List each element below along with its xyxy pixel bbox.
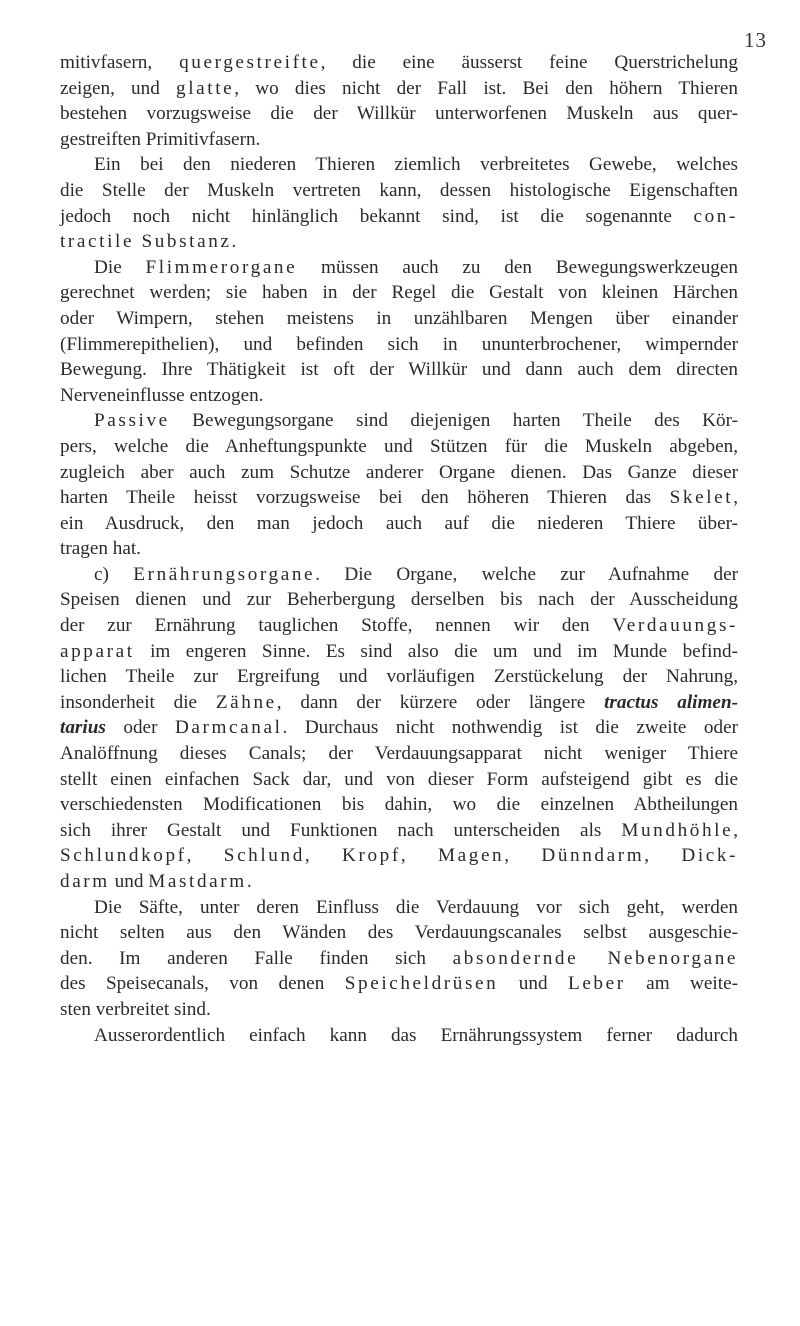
text-line (60, 50, 738, 76)
text-run: Die (94, 256, 146, 278)
body-text (60, 50, 738, 1048)
text-run: zeigen, und (60, 77, 177, 99)
text-line (60, 715, 738, 741)
text-run: . (231, 231, 237, 253)
text-run: Ausserordentlich einfach kann das Ernährungssystem ferner dadurch (94, 1024, 738, 1046)
text-line (60, 152, 738, 178)
text-run: Analöffnung dieses Canals; der Verdauungsapparat nicht weniger Thiere (60, 743, 738, 765)
spaced-term: Dünndarm (541, 845, 645, 867)
spaced-term: Magen (437, 845, 505, 867)
text-line (60, 76, 738, 102)
spaced-term: Flimmerorgane (145, 256, 298, 278)
text-line (60, 818, 738, 844)
text-run: , (644, 845, 682, 867)
text-run: , (733, 487, 738, 509)
text-run: lichen Theile zur Ergreifung und vorläufigen Zerstückelung der Nahrung, (60, 666, 738, 688)
text-line (60, 946, 738, 972)
text-line (60, 204, 738, 230)
text-run: im engeren Sinne. Es sind also die um und im Munde befind- (134, 640, 738, 662)
text-run: sten verbreitet sind. (60, 998, 211, 1020)
spaced-term: Darmcanal (174, 717, 283, 739)
text-run: , wo dies nicht der Fall ist. Bei den höhern Thieren (234, 77, 738, 99)
text-run: . Die Organe, welche zur Aufnahme der (315, 563, 738, 585)
text-line (60, 895, 738, 921)
text-line (60, 332, 738, 358)
text-line (60, 920, 738, 946)
text-run: , (504, 845, 542, 867)
latin-term: tractus alimen- (604, 691, 738, 713)
text-run: mitivfasern, (60, 52, 180, 73)
text-line (60, 178, 738, 204)
text-line (60, 997, 738, 1023)
spaced-term: absondernde Nebenorgane (452, 947, 739, 969)
text-line (60, 536, 738, 562)
text-run: , die eine äusserst feine Querstrichelung (320, 52, 738, 73)
text-line (60, 741, 738, 767)
text-run: Bewegung. Ihre Thätigkeit ist oft der Willkür und dann auch dem directen (60, 359, 738, 381)
text-run: gerechnet werden; sie haben in der Regel die Gestalt von kleinen Härchen (60, 282, 738, 304)
text-line (60, 562, 738, 588)
text-run: Speisen dienen und zur Beherbergung derselben bis nach der Ausscheidung (60, 589, 738, 611)
spaced-term: Kropf (342, 845, 401, 867)
spaced-term: Schlundkopf (60, 845, 187, 867)
text-run: ein Ausdruck, den man jedoch auch auf die niederen Thiere über- (60, 512, 738, 534)
text-run: der zur Ernährung tauglichen Stoffe, nennen wir den (60, 615, 613, 637)
text-line (60, 306, 738, 332)
text-run: stellt einen einfachen Sack dar, und von dieser Form aufsteigend gibt es die (60, 768, 738, 790)
text-run: , (400, 845, 438, 867)
text-run: und (498, 973, 568, 995)
text-line (60, 587, 738, 613)
text-line (60, 460, 738, 486)
text-run: insonderheit die (60, 691, 216, 713)
text-line (60, 434, 738, 460)
spaced-term: Zähne (215, 691, 277, 713)
text-run: c) (94, 563, 134, 585)
spaced-term: Passive (94, 410, 170, 432)
spaced-term: tractile Substanz (60, 231, 232, 253)
text-line (60, 408, 738, 434)
text-line (60, 127, 738, 153)
text-run: und (109, 871, 149, 892)
text-run: . (246, 871, 252, 892)
text-run: , (304, 845, 343, 867)
text-line (60, 843, 738, 869)
text-line (60, 613, 738, 639)
text-line (60, 664, 738, 690)
text-line (60, 869, 738, 895)
text-line (60, 971, 738, 997)
spaced-term: Speicheldrüsen (344, 973, 499, 995)
spaced-term: Skelet (669, 487, 734, 509)
spaced-term: Leber (568, 973, 626, 995)
spaced-term: apparat (60, 640, 135, 662)
text-run: tragen hat. (60, 538, 141, 560)
text-line (60, 485, 738, 511)
page-number: 13 (744, 28, 767, 52)
text-run: gestreiften Primitivfasern. (60, 128, 261, 150)
text-run: (Flimmerepithelien), und befinden sich in ununterbrochener, wimpernder (60, 333, 738, 355)
spaced-term: Ernährungsorgane (133, 563, 316, 585)
spaced-term: glatte (176, 77, 235, 99)
text-line (60, 767, 738, 793)
spaced-term: Verdauungs- (612, 615, 738, 637)
text-run: verschiedensten Modificationen bis dahin, wo die einzelnen Abtheilungen (60, 794, 738, 816)
text-run: , (186, 845, 224, 867)
text-run: harten Theile heisst vorzugsweise bei den höheren Thieren das (60, 487, 670, 509)
text-run: bestehen vorzugsweise die der Willkür unterworfenen Muskeln aus quer- (60, 103, 738, 125)
text-line (60, 1023, 738, 1049)
text-run: Die Säfte, unter deren Einfluss die Verdauung vor sich geht, werden (94, 896, 738, 918)
spaced-term: Dick- (681, 845, 739, 867)
spaced-term: Schlund (223, 845, 305, 867)
text-run: . Durchaus nicht nothwendig ist die zweite oder (282, 717, 739, 739)
text-run: , (733, 819, 738, 841)
text-run: die Stelle der Muskeln vertreten kann, dessen histologische Eigenschaften (60, 179, 738, 201)
latin-term: tarius (60, 717, 106, 739)
text-run: oder Wimpern, stehen meistens in unzählbaren Mengen über einander (60, 307, 738, 329)
text-line (60, 101, 738, 127)
spaced-term: con- (693, 205, 738, 227)
text-run: den. Im anderen Falle finden sich (60, 947, 453, 969)
text-line (60, 357, 738, 383)
spaced-term: quergestreifte (179, 52, 321, 73)
text-run: jedoch noch nicht hinlänglich bekannt sind, ist die sogenannte (60, 205, 694, 227)
text-run: am weite- (625, 973, 738, 995)
spaced-term: darm (60, 871, 110, 892)
spaced-term: Mastdarm (148, 871, 247, 892)
text-run: Ein bei den niederen Thieren ziemlich verbreitetes Gewebe, welches (94, 154, 738, 176)
text-line (60, 255, 738, 281)
text-run: oder (105, 717, 175, 739)
text-line (60, 639, 738, 665)
text-run: müssen auch zu den Bewegungswerkzeugen (297, 256, 738, 278)
text-line (60, 690, 738, 716)
text-line (60, 383, 738, 409)
text-line (60, 280, 738, 306)
spaced-term: Mundhöhle (621, 819, 734, 841)
text-run: , dann der kürzere oder längere (276, 691, 605, 713)
text-run: sich ihrer Gestalt und Funktionen nach unterscheiden als (60, 819, 622, 841)
text-line (60, 229, 738, 255)
text-line (60, 792, 738, 818)
text-line (60, 511, 738, 537)
text-run: zugleich aber auch zum Schutze anderer Organe dienen. Das Ganze dieser (60, 461, 738, 483)
text-run: Nerveneinflusse entzogen. (60, 384, 264, 406)
text-run: des Speisecanals, von denen (60, 973, 345, 995)
text-run: pers, welche die Anheftungspunkte und Stützen für die Muskeln abgeben, (60, 435, 738, 457)
text-run: Bewegungsorgane sind diejenigen harten Theile des Kör- (169, 410, 738, 432)
text-run: nicht selten aus den Wänden des Verdauungscanales selbst ausgeschie- (60, 922, 738, 944)
